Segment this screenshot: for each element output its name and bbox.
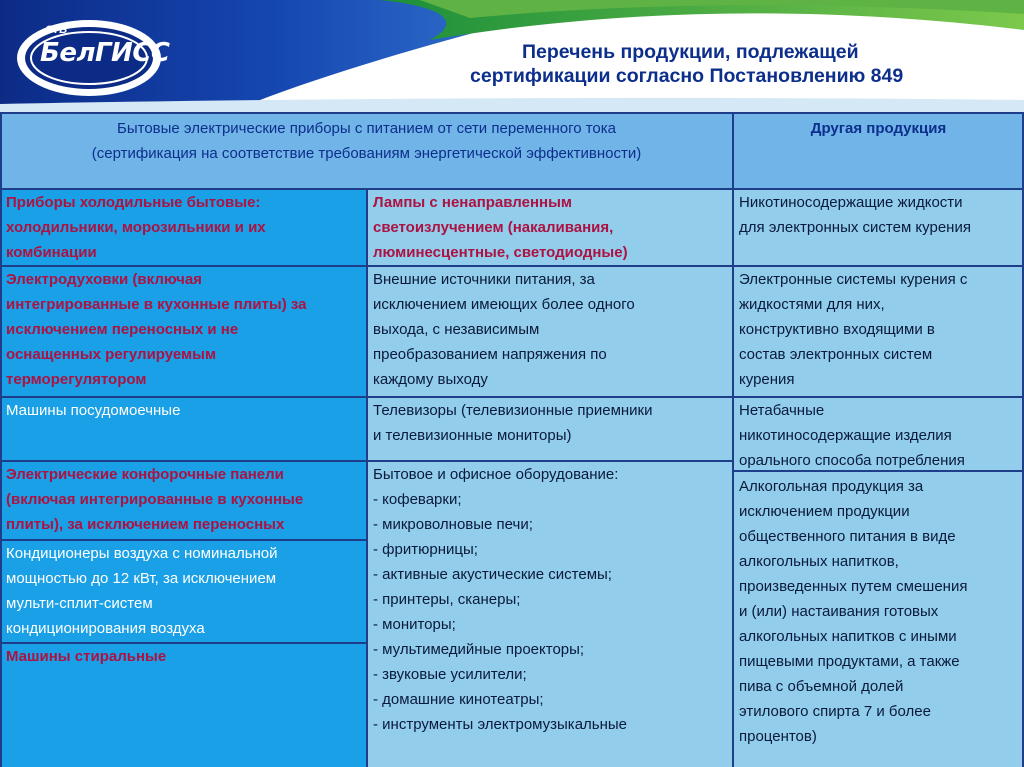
col3-row1	[733, 189, 1024, 266]
col1-row4	[0, 461, 367, 540]
col2-row2	[367, 266, 733, 397]
title-line-1: Перечень продукции, подлежащей	[522, 41, 859, 63]
text-line: пива с объемной долей	[739, 678, 904, 695]
text-line: Приборы холодильные бытовые:	[6, 194, 261, 211]
grid-line	[0, 112, 1024, 114]
text-line: люминесцентные, светодиодные)	[373, 244, 628, 261]
text-line: выхода, с независимым	[373, 321, 540, 338]
text-line: оснащенных регулируемым	[6, 346, 217, 363]
text-line: Бытовое и офисное оборудование:	[373, 466, 619, 483]
text-line: курения	[739, 371, 795, 388]
text-line: кондиционирования воздуха	[6, 620, 205, 637]
text-line: Никотиносодержащие жидкости	[739, 194, 963, 211]
col3-row4	[733, 471, 1024, 767]
col1-row5	[0, 540, 367, 643]
text-line: Электродуховки (включая	[6, 271, 202, 288]
header-cell-household-appliances	[0, 113, 733, 189]
grid-line	[0, 265, 1024, 267]
text-line: (включая интегрированные в кухонные	[6, 491, 304, 508]
text-line: исключением имеющих более одного	[373, 296, 635, 313]
text-line: и телевизионные мониторы)	[373, 427, 572, 444]
text-line: - принтеры, сканеры;	[373, 591, 521, 608]
text-line: Кондиционеры воздуха с номинальной	[6, 545, 278, 562]
text-line: светоизлучением (накаливания,	[373, 219, 614, 236]
text-line: алкогольных напитков,	[739, 553, 899, 570]
text-line: - звуковые усилители;	[373, 666, 527, 683]
text-line: - кофеварки;	[373, 491, 462, 508]
col1-row2	[0, 266, 367, 397]
text-line: плиты), за исключением переносных	[6, 516, 285, 533]
header-left-line-1: Бытовые электрические приборы с питанием от сети переменного тока	[117, 120, 616, 137]
text-line: - микроволновые печи;	[373, 516, 533, 533]
col3-row2	[733, 266, 1024, 397]
header-right-label: Другая продукция	[810, 120, 947, 137]
text-line: этилового спирта 7 и более	[739, 703, 931, 720]
text-line: алкогольных напитков с иными	[739, 628, 957, 645]
text-line: - мониторы;	[373, 616, 456, 633]
grid-line	[732, 112, 734, 767]
text-line: - домашние кинотеатры;	[373, 691, 544, 708]
text-line: Машины посудомоечные	[6, 402, 181, 419]
text-line: - активные акустические системы;	[373, 566, 612, 583]
text-line: жидкостями для них,	[739, 296, 885, 313]
text-line: процентов)	[739, 728, 817, 745]
header-cell-other-products	[733, 113, 1024, 189]
text-line: никотиносодержащие изделия	[739, 427, 952, 444]
text-line: орального способа потребления	[739, 452, 965, 469]
text-line: конструктивно входящими в	[739, 321, 935, 338]
col1-row3	[0, 397, 367, 461]
text-line: Электрические конфорочные панели	[6, 466, 284, 483]
col3-row3	[733, 397, 1024, 471]
text-line: преобразованием напряжения по	[373, 346, 607, 363]
grid-line	[0, 188, 1024, 190]
text-line: Машины стиральные	[6, 648, 167, 665]
grid-line	[0, 396, 1024, 398]
text-line: пищевыми продуктами, а также	[739, 653, 960, 670]
grid-line	[733, 470, 1024, 472]
text-line: для электронных систем курения	[739, 219, 971, 236]
slide-header	[0, 0, 1024, 112]
logo-mark: СТБ	[45, 24, 68, 36]
grid-line	[0, 112, 2, 767]
text-line: общественного питания в виде	[739, 528, 956, 545]
text-line: холодильники, морозильники и их	[6, 219, 266, 236]
col2-row1	[367, 189, 733, 266]
text-line: и (или) настаивания готовых	[739, 603, 939, 620]
title-line-2: сертификации согласно Постановлению 849	[470, 65, 904, 87]
text-line: произведенных путем смешения	[739, 578, 968, 595]
text-line: мощностью до 12 кВт, за исключением	[6, 570, 277, 587]
grid-line	[0, 642, 367, 644]
text-line: - фритюрницы;	[373, 541, 478, 558]
page-title	[470, 40, 1010, 88]
text-line: комбинации	[6, 244, 97, 261]
text-line: исключением переносных и не	[6, 321, 239, 338]
text-line: терморегулятором	[6, 371, 147, 388]
grid-line	[0, 539, 367, 541]
text-line: - инструменты электромузыкальные	[373, 716, 628, 733]
col2-row4	[367, 461, 733, 767]
header-left-line-2: (сертификация на соответствие требованиям энергетической эффективности)	[91, 145, 642, 162]
text-line: исключением продукции	[739, 503, 910, 520]
text-line: Нетабачные	[739, 402, 825, 419]
col2-row3	[367, 397, 733, 461]
text-line: интегрированные в кухонные плиты) за	[6, 296, 307, 313]
col1-row1	[0, 189, 367, 266]
text-line: Электронные системы курения с	[739, 271, 968, 288]
logo-text: БелГИСС	[40, 38, 170, 68]
text-line: Алкогольная продукция за	[739, 478, 924, 495]
text-line: Внешние источники питания, за	[373, 271, 595, 288]
text-line: мульти-сплит-систем	[6, 595, 153, 612]
text-line: Лампы с ненаправленным	[373, 194, 572, 211]
text-line: - мультимедийные проекторы;	[373, 641, 585, 658]
text-line: состав электронных систем	[739, 346, 933, 363]
text-line: Телевизоры (телевизионные приемники	[373, 402, 653, 419]
text-line: каждому выходу	[373, 371, 488, 388]
grid-line	[366, 188, 368, 767]
col1-row6	[0, 643, 367, 767]
